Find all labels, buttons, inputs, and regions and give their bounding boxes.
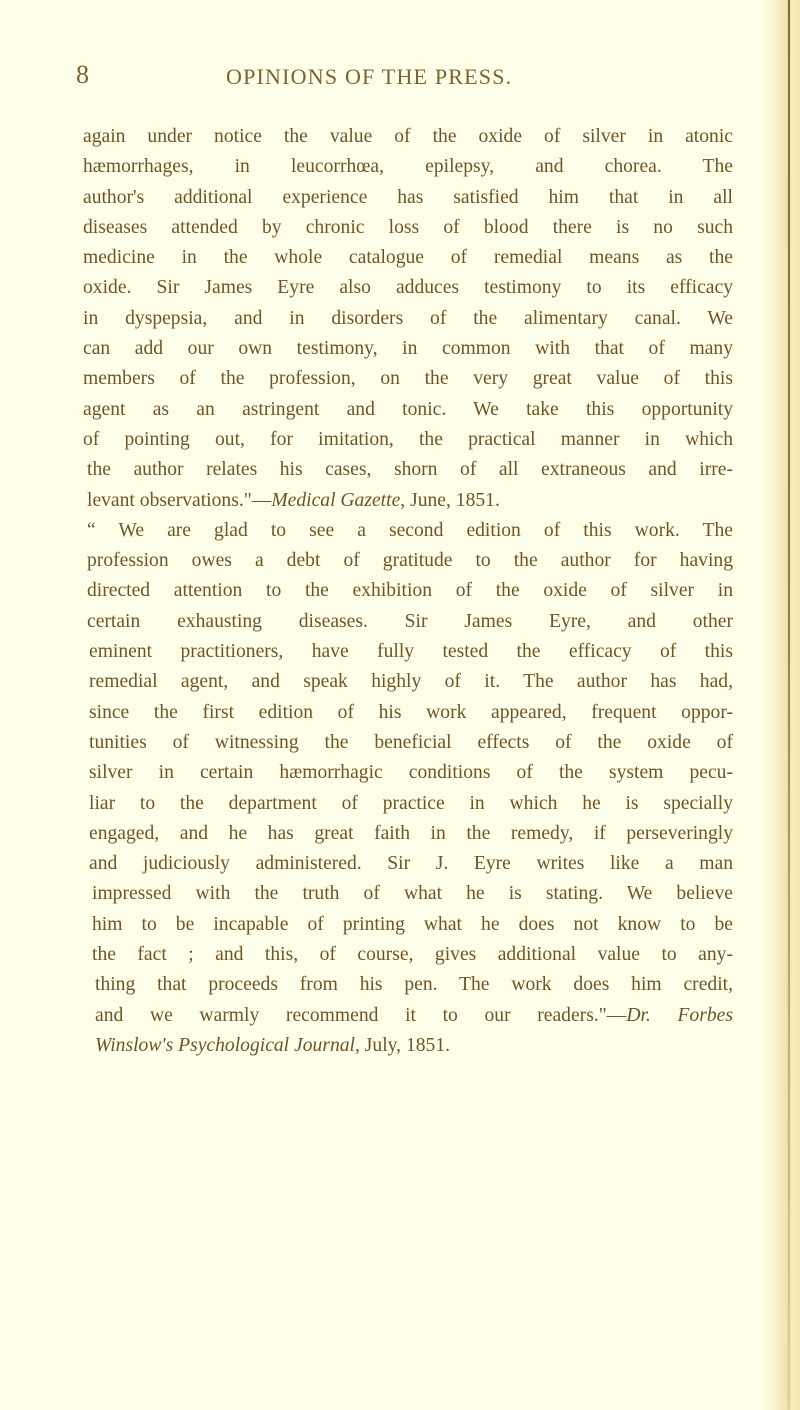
text-line: tunities of witnessing the beneficial effects of the oxide of [89,731,733,753]
text-line: liar to the department of practice in which he is specially [89,792,733,814]
running-head-title: OPINIONS OF THE PRESS. [226,64,513,89]
citation-lead-text: and we warmly recommend it to our readers."— [95,1004,627,1026]
citation-source-journal: Winslow's Psychological Journal [95,1034,355,1056]
citation-source-medical-gazette: Medical Gazette [271,489,401,511]
text-line: profession owes a debt of gratitude to the author for having [87,550,733,572]
text-line: engaged, and he has great faith in the remedy, if perseveringly [89,822,733,844]
page-number: 8 [76,60,89,89]
citation-line-forbes [83,1001,733,1031]
text-line: certain exhausting diseases. Sir James Eyre, and other [87,610,733,632]
body-text [83,122,733,1061]
text-line: the author relates his cases, shorn of all extraneous and irre- [87,459,733,481]
text-line: since the first edition of his work appeared, frequent oppor- [89,701,733,723]
text-line: directed attention to the exhibition of the oxide of silver in [87,580,733,602]
text-line: eminent practitioners, have fully tested the efficacy of this [89,641,733,663]
text-line: “ We are glad to see a second edition of this work. The [87,519,733,541]
citation-date: , July, 1851. [354,1034,451,1056]
running-head [0,58,800,98]
text-line: remedial agent, and speak highly of it. The author has had, [89,671,733,693]
text-line: oxide. Sir James Eyre also adduces testimony to its efficacy [83,277,733,299]
citation-line-medical-gazette [83,486,733,516]
citation-date: , June, 1851. [400,489,500,511]
citation-line-journal [83,1031,733,1061]
text-line: diseases attended by chronic loss of blood there is no such [83,216,733,238]
text-line: author's additional experience has satisfied him that in all [83,186,733,208]
text-line: the fact ; and this, of course, gives additional value to any- [92,944,733,966]
text-line: medicine in the whole catalogue of remedial means as the [83,247,733,269]
page-spine-edge [788,0,790,1410]
text-line: him to be incapable of printing what he does not know to be [92,913,733,935]
citation-lead-text: levant observations."— [87,489,272,511]
text-line: of pointing out, for imitation, the practical manner in which [83,428,733,450]
text-line: and judiciously administered. Sir J. Eyre writes like a man [89,853,733,875]
citation-source-forbes: Dr. Forbes [626,1004,733,1026]
text-line: silver in certain hæmorrhagic conditions of the system pecu- [89,762,733,784]
text-line: members of the profession, on the very great value of this [83,368,733,390]
text-line: can add our own testimony, in common with that of many [83,338,733,360]
text-line: again under notice the value of the oxide of silver in atonic [83,126,733,147]
text-line: hæmorrhages, in leucorrhœa, epilepsy, and chorea. The [83,156,733,178]
text-line: thing that proceeds from his pen. The work does him credit, [95,974,733,996]
text-line: impressed with the truth of what he is stating. We believe [92,883,733,905]
text-line: agent as an astringent and tonic. We take this opportunity [83,398,733,420]
text-line: in dyspepsia, and in disorders of the alimentary canal. We [83,307,733,329]
